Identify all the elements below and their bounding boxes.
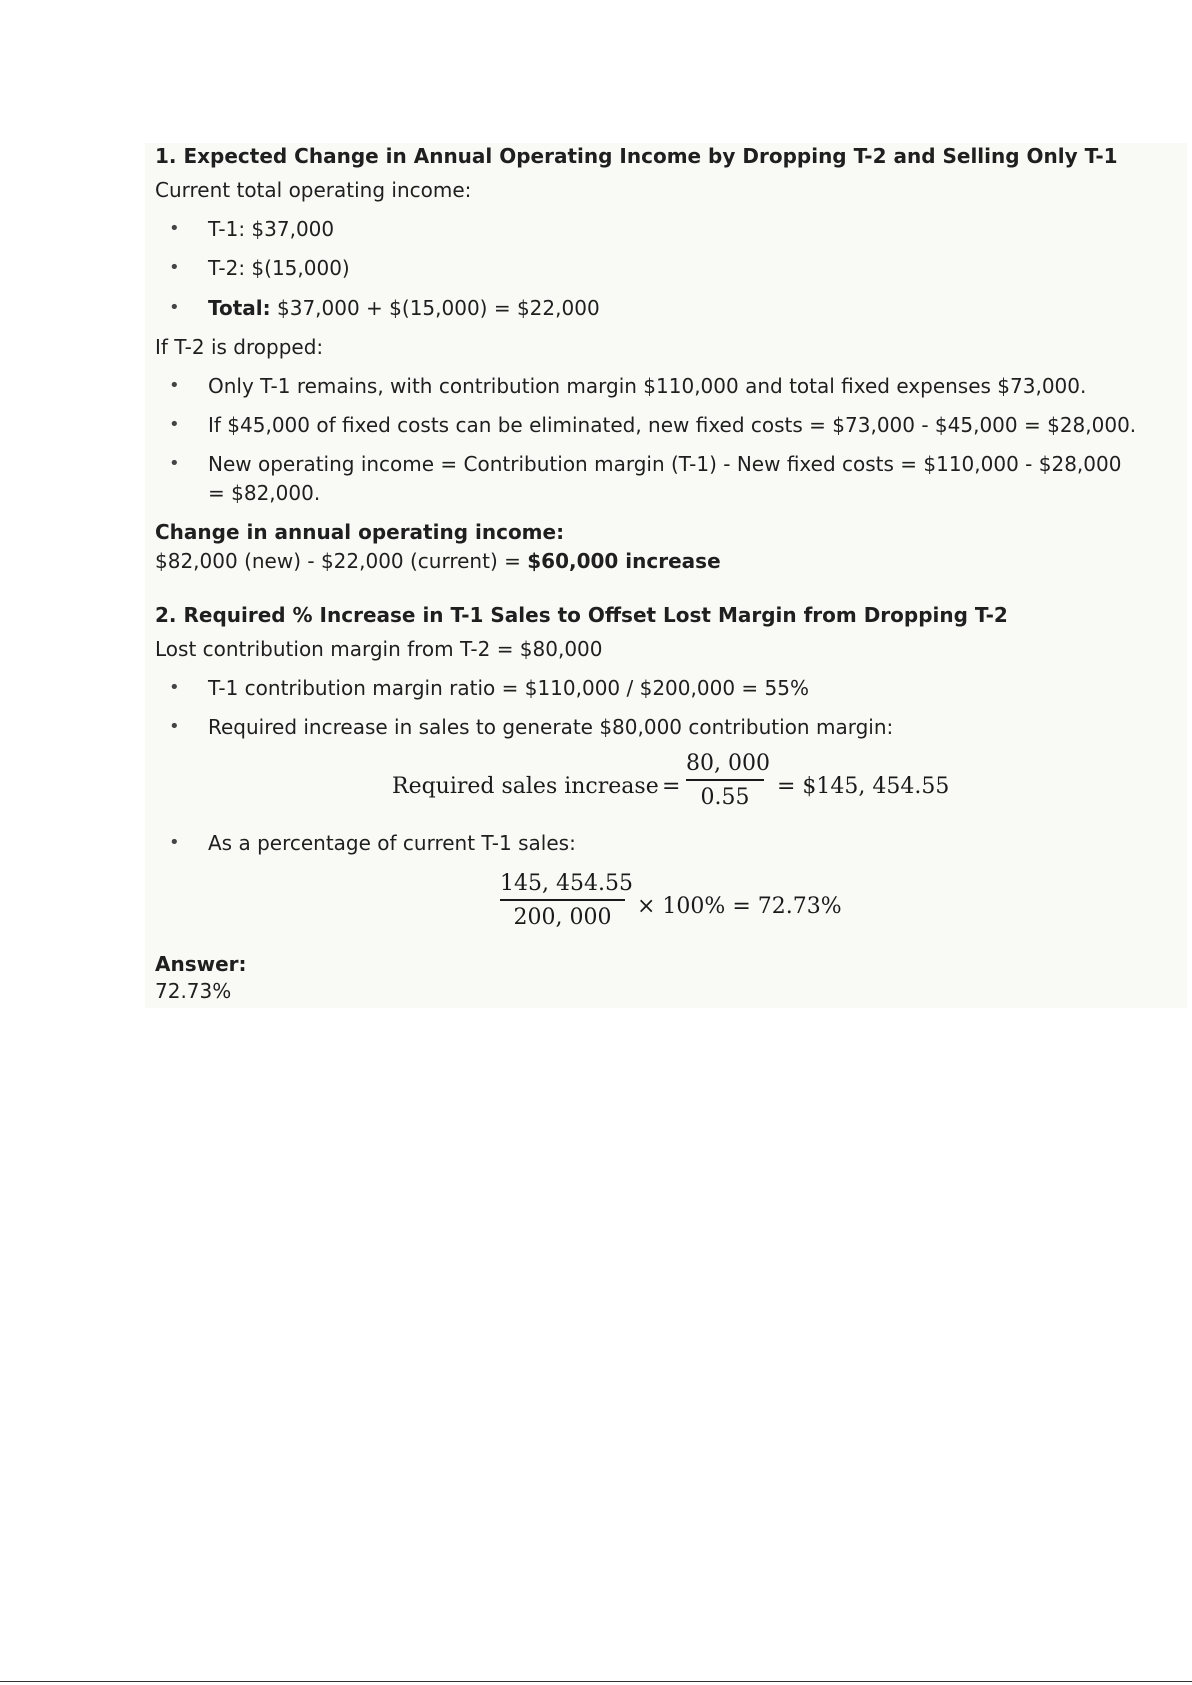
section1-heading: 1. Expected Change in Annual Operating Income by Dropping T-2 and Selling Only T-1 [155, 144, 1118, 168]
bullet-icon: • [169, 453, 180, 474]
formula-eq: = [662, 774, 681, 799]
formula-fraction [500, 871, 633, 930]
fraction-bar [500, 899, 625, 901]
change-result: $60,000 increase [527, 549, 721, 573]
bullet-icon: • [169, 677, 180, 698]
answer-value: 72.73% [155, 979, 232, 1003]
bullet-icon: • [169, 297, 180, 318]
answer-panel: 1. Expected Change in Annual Operating Income by Dropping T-2 and Selling Only T-1 Current total operating income: • T-1: $37,000 • T-2: $(15,000) • Total: $37,000 + $(15,000) = $22,000 If T-2 is dropped: • Only T-1 remains, with contribution margin $110,000 and total fixed expenses $73,000. • If $45,000 of fixed costs can be eliminated, new fixed costs = $73,000 - $45,000 = $28,000. • New operating income = Contribution margin (T-1) - New fixed costs = $110,000 - $28,000 = $82,000. Change in annual operating income: $82,000 (new) - $22,000 (current) = $60,000 increase 2. Required % Increase in T-1 Sales to Offset Lost Margin from Dropping T-2 Lost contribution margin from T-2 = $80,000 • T-1 contribution margin ratio = $110,000 / $200,000 = 55% • Required increase in sales to generate $80,000 contribution margin: Required sales increase = 80, 000 0.55 = $145, 454.55 • As a percentage of current T-1 sales: 145, 454.55 200, 000 × 100% = 72.73% Answer: 72.73% [145, 143, 1187, 1008]
change-line: $82,000 (new) - $22,000 (current) = $60,000 increase [155, 549, 721, 573]
fraction-bar [686, 779, 764, 781]
total-value: $37,000 + $(15,000) = $22,000 [270, 296, 600, 320]
fraction-denominator: 200, 000 [513, 904, 612, 930]
formula-lhs: Required sales increase [392, 774, 659, 799]
if-dropped-label: If T-2 is dropped: [155, 335, 324, 359]
bullet-icon: • [169, 257, 180, 278]
section2-heading: 2. Required % Increase in T-1 Sales to Offset Lost Margin from Dropping T-2 [155, 603, 1008, 627]
bullet-icon: • [169, 218, 180, 239]
bullet-icon: • [169, 375, 180, 396]
total-label: Total: [208, 296, 271, 320]
formula-rhs: = $145, 454.55 [777, 774, 950, 799]
formula-fraction [686, 751, 770, 810]
bullet-icon: • [169, 414, 180, 435]
formula-rhs: × 100% = 72.73% [637, 894, 842, 919]
change-label: Change in annual operating income: [155, 520, 565, 544]
section1-intro: Current total operating income: [155, 178, 472, 202]
bullet-icon: • [169, 716, 180, 737]
fraction-numerator: 80, 000 [686, 751, 770, 776]
bullet-icon: • [169, 832, 180, 853]
lost-margin: Lost contribution margin from T-2 = $80,000 [155, 637, 603, 661]
fraction-denominator: 0.55 [700, 784, 750, 810]
page-bottom-rule [0, 1681, 1192, 1682]
answer-label: Answer: [155, 952, 247, 976]
fraction-numerator: 145, 454.55 [500, 871, 633, 896]
